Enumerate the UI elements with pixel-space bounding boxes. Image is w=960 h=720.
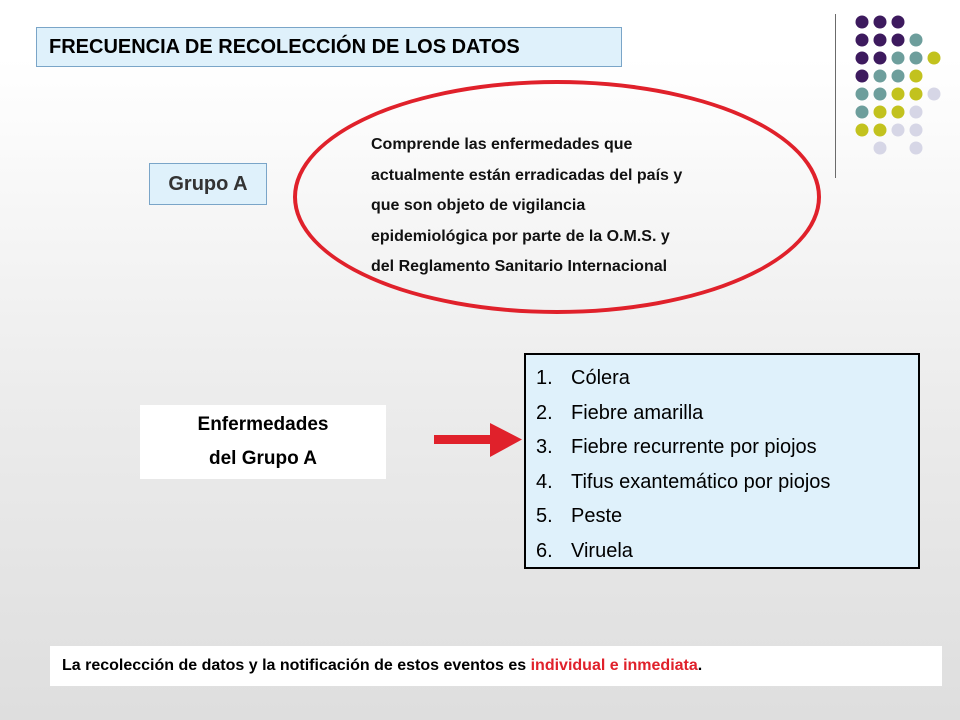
decorative-dot: [910, 34, 923, 47]
list-number: 2.: [536, 401, 553, 424]
decorative-dot: [928, 52, 941, 65]
diseases-heading-box: [140, 405, 386, 479]
list-item: [536, 396, 918, 431]
decorative-dot: [910, 124, 923, 137]
list-number: 5.: [536, 505, 553, 528]
decorative-dot: [910, 88, 923, 101]
disease-name: Fiebre recurrente por piojos: [571, 436, 817, 459]
decorative-dot: [856, 88, 869, 101]
description-line: del Reglamento Sanitario Internacional: [371, 258, 668, 275]
decorative-dot: [910, 52, 923, 65]
group-description: [371, 130, 791, 283]
decorative-dot: [874, 106, 887, 119]
diseases-list: [524, 353, 920, 569]
decorative-dot: [874, 52, 887, 65]
list-number: 4.: [536, 470, 553, 493]
decorative-dot: [874, 142, 887, 155]
list-item: [536, 534, 918, 569]
decorative-dot: [910, 106, 923, 119]
decorative-dot: [892, 34, 905, 47]
description-line: Comprende las enfermedades que: [371, 136, 633, 153]
decorative-dot: [874, 34, 887, 47]
description-line: epidemiológica por parte de la O.M.S. y: [371, 227, 670, 245]
footer-highlight: individual e inmediata: [530, 657, 698, 674]
list-number: 3.: [536, 436, 553, 459]
description-line: que son objeto de vigilancia: [371, 197, 586, 214]
decorative-dot: [892, 88, 905, 101]
footer-text: La recolección de datos y la notificación de estos eventos es: [62, 657, 527, 674]
decorative-dot: [910, 142, 923, 155]
list-item: [536, 465, 918, 500]
diseases-heading-line: Enfermedades: [197, 414, 329, 435]
decorative-dot: [856, 70, 869, 83]
disease-name: Tifus exantemático por piojos: [571, 470, 831, 493]
list-number: 1.: [536, 367, 553, 389]
disease-name: Peste: [571, 505, 623, 528]
decorative-dot: [874, 88, 887, 101]
decorative-dot: [874, 16, 887, 29]
group-label-box: Grupo A: [149, 163, 267, 205]
decorative-dot: [856, 106, 869, 119]
decorative-dot: [928, 88, 941, 101]
right-arrow-icon: [434, 420, 524, 460]
decorative-dot: [892, 106, 905, 119]
decorative-dot: [856, 124, 869, 137]
decorative-dot: [892, 52, 905, 65]
decorative-dot: [892, 16, 905, 29]
decorative-dot: [856, 52, 869, 65]
disease-name: Fiebre amarilla: [571, 401, 704, 424]
footer-note: [50, 646, 942, 686]
description-line: actualmente están erradicadas del país y: [371, 166, 683, 184]
disease-name: Viruela: [571, 539, 633, 562]
decorative-dot: [856, 34, 869, 47]
disease-name: Cólera: [571, 367, 630, 389]
list-item: [536, 499, 918, 534]
decorative-dot: [856, 16, 869, 29]
footer-period: .: [697, 657, 703, 674]
diseases-heading-line: del Grupo A: [208, 448, 318, 469]
decorative-dot: [892, 70, 905, 83]
decorative-vertical-line: [835, 14, 836, 178]
decorative-dot: [892, 124, 905, 137]
list-number: 6.: [536, 539, 553, 562]
decorative-dot: [910, 70, 923, 83]
decorative-dot: [874, 70, 887, 83]
list-item: [536, 430, 918, 465]
list-item: [536, 361, 918, 396]
decorative-dot: [874, 124, 887, 137]
slide-title: FRECUENCIA DE RECOLECCIÓN DE LOS DATOS: [36, 27, 622, 67]
